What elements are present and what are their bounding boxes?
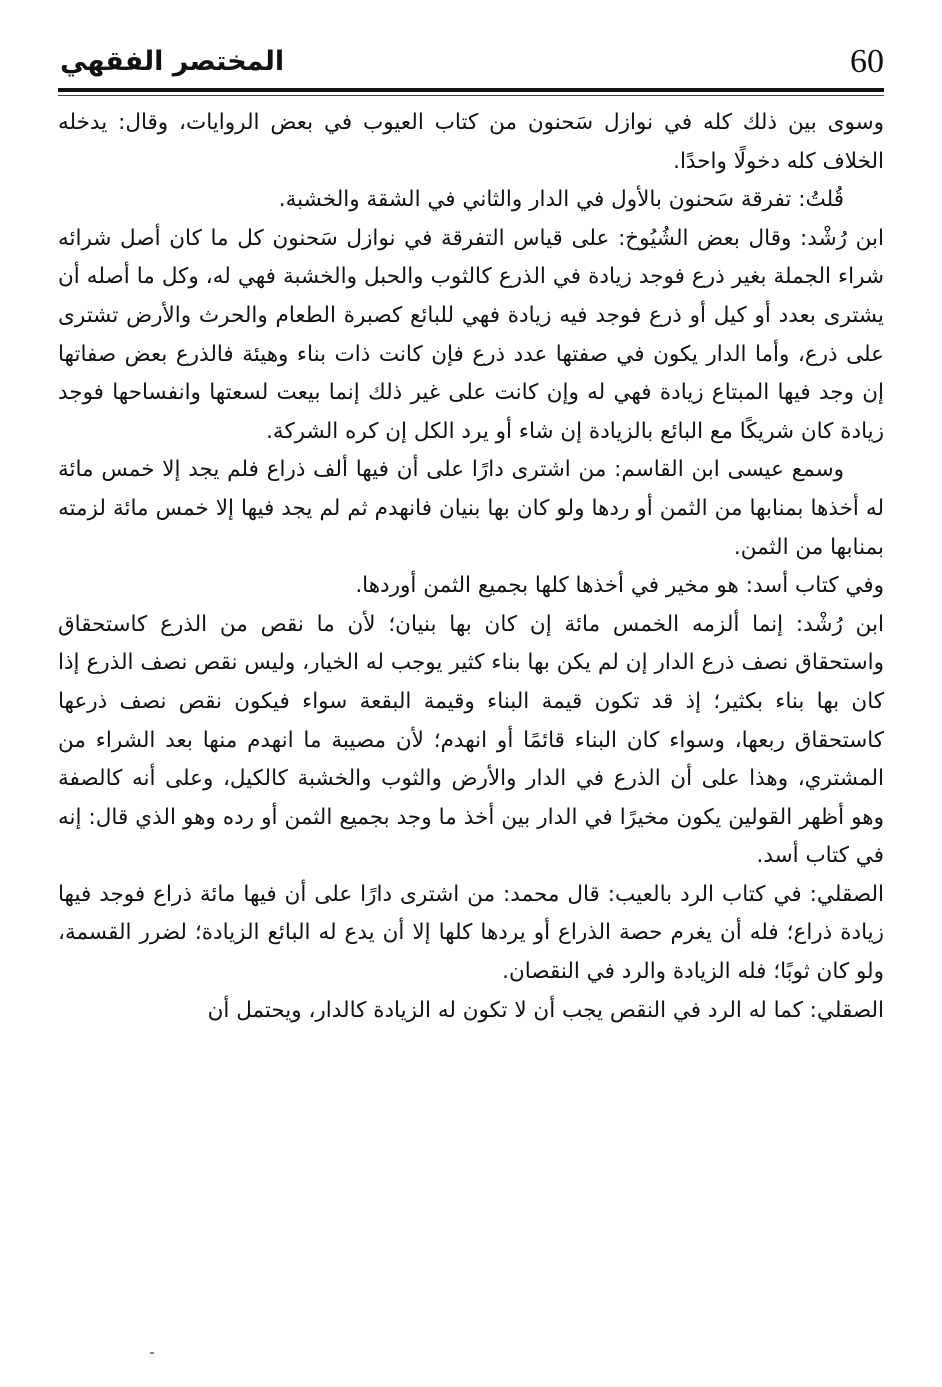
paragraph: ابن رُشْد: إنما ألزمه الخمس مائة إن كان بها بنيان؛ لأن ما نقص من الذرع كاستحقاق واستحقاق نصف ذرع الدار إن لم يكن بها بناء كثير يوجب له الخيار، وليس نقص نصف الذرع إذا كان بها بناء بكثير؛ إذ قد تكون قيمة البناء وقيمة البقعة سواء فيكون نقص نصف ذرعها كاستحقاق ربعها، وسواء كان البناء قائمًا أو انهدم؛ لأن مصيبة ما انهدم منها بعد الشراء من المشتري، وهذا على أن الذرع في الدار والأرض والثوب والخشبة كالكيل، وعلى أنه كالصفة وهو أظهر القولين يكون مخيرًا في الدار بين أخذ ما وجد بجميع الثمن أو رده وهو الذي قال: إنه في كتاب أسد. <box>58 611 884 869</box>
body-text <box>58 104 884 1334</box>
header-rule <box>58 88 884 92</box>
paragraph: الصقلي: في كتاب الرد بالعيب: قال محمد: من اشترى دارًا على أن فيها مائة ذراع فوجد فيها زيادة ذراع؛ فله أن يغرم حصة الذراع أو يردها كلها إلا أن يدع له البائع الزيادة؛ لضرر القسمة، ولو كان ثوبًا؛ فله الزيادة والرد في النقصان. <box>58 881 884 985</box>
paragraph: قُلتُ: تفرقة سَحنون بالأول في الدار والثاني في الشقة والخشبة. <box>278 187 844 213</box>
running-title: المختصر الفقهي <box>60 46 285 77</box>
paragraph: وسمع عيسى ابن القاسم: من اشترى دارًا على أن فيها ألف ذراع فلم يجد إلا خمس مائة له أخذها بمنابها من الثمن أو ردها ولو كان بها بنيان فانهدم ثم لم يجد فيها إلا خمس مائة لزمته بمنابها من الثمن. <box>58 457 884 560</box>
paragraph: وسوى بين ذلك كله في نوازل سَحنون من كتاب العيوب في بعض الروايات، وقال: يدخله الخلاف كله دخولًا واحدًا. <box>58 110 884 174</box>
page-number: 60 <box>850 43 884 80</box>
scan-speck <box>150 1352 154 1354</box>
paragraph: ابن رُشْد: وقال بعض الشُيُوخ: على قياس التفرقة في نوازل سَحنون كل ما كان أصل شرائه شراء الجملة بغير ذرع فوجد زيادة في الذرع كالثوب والحبل والخشبة فهي له، وكل ما أصله أن يشترى بعدد أو كيل أو ذرع فوجد فيه زيادة فهي للبائع كصبرة الطعام والحرث والأرض تشترى على ذرع، وأما الدار يكون في صفتها عدد ذرع فإن كانت ذات بناء وهيئة فالذرع بعض صفاتها إن وجد فيها المبتاع زيادة فهي له وإن كانت على غير ذلك إنما بيعت لسعتها وانفساحها فوجد زيادة كان شريكًا مع البائع بالزيادة إن شاء أو يرد الكل إن كره الشركة. <box>58 225 884 444</box>
header-rule-thin <box>58 95 884 96</box>
page-header <box>58 38 884 90</box>
paragraph: وفي كتاب أسد: هو مخير في أخذها كلها بجميع الثمن أوردها. <box>355 573 884 599</box>
paragraph: الصقلي: كما له الرد في النقص يجب أن لا تكون له الزيادة كالدار، ويحتمل أن <box>207 997 884 1023</box>
